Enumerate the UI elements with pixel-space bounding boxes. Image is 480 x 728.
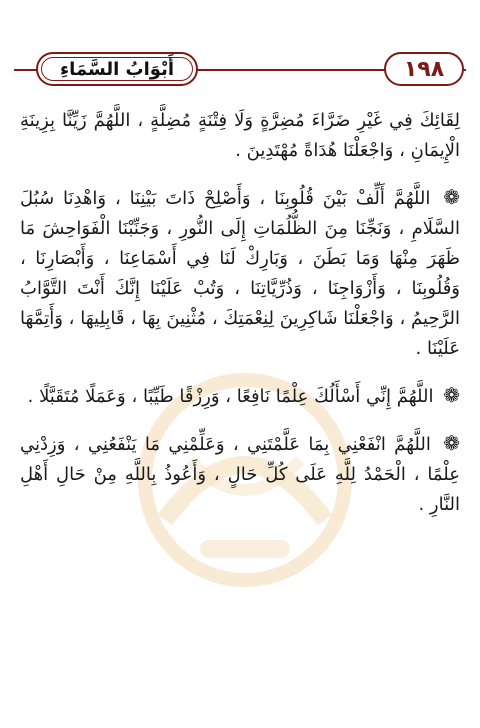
running-title-frame — [36, 52, 198, 86]
body-text — [20, 106, 460, 536]
paragraph-text: اللَّهُمَّ انْفَعْنِي بِمَا عَلَّمْتَنِي ، وَعَلِّمْنِي مَا يَنْفَعُنِي ، وَزِدْنِي عِلْمًا ، الْحَمْدُ لِلَّهِ عَلَى كُلِّ حَالٍ ، وَأَعُوذُ بِاللَّهِ مِنْ حَالِ أَهْلِ النَّارِ . — [20, 434, 460, 515]
paragraph — [20, 428, 460, 520]
paragraph — [20, 106, 460, 166]
flower-ornament-icon: ❁ — [443, 383, 460, 407]
page-number: ١٩٨ — [403, 56, 445, 82]
paragraph-text: اللَّهُمَّ أَلِّفْ بَيْنَ قُلُوبِنَا ، وَأَصْلِحْ ذَاتَ بَيْنِنَا ، وَاهْدِنَا سُبُلَ السَّلَامِ ، وَنَجِّنَا مِنَ الظُّلُمَاتِ إِلَى النُّورِ ، وَجَنِّبْنَا الْفَوَاحِشَ مَا ظَهَرَ مِنْهَا وَمَا بَطَنَ ، وَبَارِكْ لَنَا فِي أَسْمَاعِنَا ، وَأَبْصَارِنَا ، وَقُلُوبِنَا ، وَأَزْوَاجِنَا ، وَذُرِّيَّاتِنَا ، وَتُبْ عَلَيْنَا إِنَّكَ أَنْتَ التَّوَّابُ الرَّحِيمُ ، وَاجْعَلْنَا شَاكِرِينَ لِنِعْمَتِكَ ، مُثْنِينَ بِهَا ، قَابِلِيهَا ، وَأَتِمَّهَا عَلَيْنَا . — [20, 188, 460, 359]
flower-ornament-icon: ❁ — [443, 185, 460, 209]
page-number-frame — [384, 52, 464, 86]
paragraph-text: لِقَائِكَ فِي غَيْرِ ضَرَّاءَ مُضِرَّةٍ وَلَا فِتْنَةٍ مُضِلَّةٍ ، اللَّهُمَّ زَيِّنَّا بِزِينَةِ الْإِيمَانِ ، وَاجْعَلْنَا هُدَاةً مُهْتَدِينَ . — [20, 110, 460, 161]
running-title: أَبْوَابُ السَّمَاءِ — [59, 58, 174, 80]
paragraph — [20, 182, 460, 364]
page-header — [14, 48, 466, 92]
paragraph-text: اللَّهُمَّ إِنِّي أَسْأَلُكَ عِلْمًا نَافِعًا ، وَرِزْقًا طَيِّبًا ، وَعَمَلًا مُتَقَبَّلًا . — [27, 386, 434, 407]
paragraph — [20, 380, 460, 412]
flower-ornament-icon: ❁ — [443, 431, 460, 455]
